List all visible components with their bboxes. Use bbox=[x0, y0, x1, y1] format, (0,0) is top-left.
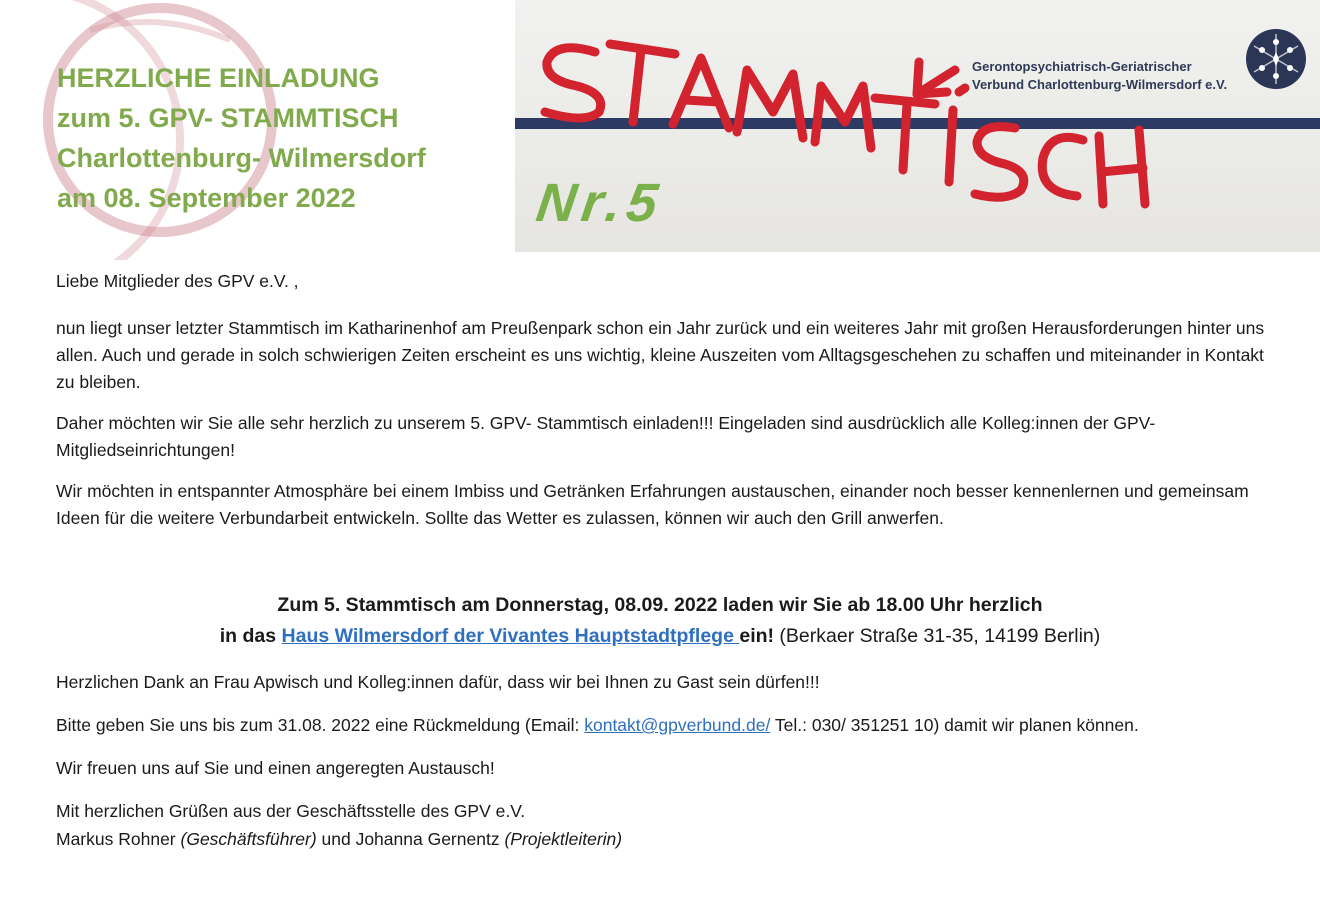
rsvp-suffix: Tel.: 030/ 351251 10) damit wir planen können. bbox=[770, 715, 1139, 735]
org-name-line-1: Gerontopsychiatrisch-Geriatrischer bbox=[972, 59, 1192, 74]
rsvp-text bbox=[56, 711, 1286, 739]
letter-closing bbox=[56, 668, 1286, 853]
letter-body bbox=[56, 268, 1286, 546]
invitation-headline bbox=[57, 58, 497, 218]
venue-link[interactable]: Haus Wilmersdorf der Vivantes Hauptstadtpflege bbox=[281, 625, 740, 647]
stammtisch-photo bbox=[515, 0, 1320, 252]
greeting: Liebe Mitglieder des GPV e.V. , bbox=[56, 271, 299, 291]
thanks-text: Herzlichen Dank an Frau Apwisch und Kolleg:innen dafür, dass wir bei Ihnen zu Gast sein dürfen!!! bbox=[56, 672, 820, 692]
headline-line-2: zum 5. GPV- STAMMTISCH bbox=[57, 103, 399, 133]
closing-line: Wir freuen uns auf Sie und einen angeregten Austausch! bbox=[56, 758, 495, 778]
event-announcement bbox=[0, 590, 1320, 652]
signer-2-role: (Projektleiterin) bbox=[504, 829, 623, 849]
venue-address: (Berkaer Straße 31-35, 14199 Berlin) bbox=[774, 625, 1101, 647]
signer-1-name: Markus Rohner bbox=[56, 829, 181, 849]
signature-conjunction: und Johanna Gernentz bbox=[316, 829, 505, 849]
paragraph-2: Daher möchten wir Sie alle sehr herzlich zu unserem 5. GPV- Stammtisch einladen!!! Eingeladen sind ausdrücklich alle Kolleg:innen der GPV- Mitgliedseinrichtungen! bbox=[56, 413, 1156, 460]
announcement-suffix: ein! bbox=[739, 625, 775, 647]
paragraph-1: nun liegt unser letzter Stammtisch im Katharinenhof am Preußenpark schon ein Jahr zurück und ein weiteres Jahr mit großen Herausforderungen hinter uns allen. Auch und gerade in solch schwierigen Zeiten erscheint es uns wichtig, kleine Auszeiten vom Alltagsgeschehen zu schaffen und miteinander in Kontakt zu bleiben. bbox=[56, 318, 1265, 392]
headline-line-3: Charlottenburg- Wilmersdorf bbox=[57, 143, 426, 173]
signer-1-role: (Geschäftsführer) bbox=[180, 829, 317, 849]
org-name-line-2: Verbund Charlottenburg-Wilmersdorf e.V. bbox=[972, 77, 1228, 92]
announcement-prefix: in das bbox=[219, 625, 282, 647]
issue-number: Nr.5 bbox=[532, 173, 668, 233]
org-name bbox=[972, 58, 1227, 94]
announcement-line-2 bbox=[0, 621, 1320, 652]
gpv-logo-icon bbox=[1245, 28, 1307, 90]
paragraph-3: Wir möchten in entspannter Atmosphäre bei einem Imbiss und Getränken Erfahrungen austauschen, einander noch besser kennenlernen und gemeinsam Ideen für die weitere Verbundarbeit entwickeln. Sollte das Wetter es zulassen, können wir auch den Grill anwerfen. bbox=[56, 481, 1249, 528]
rsvp-prefix: Bitte geben Sie uns bis zum 31.08. 2022 eine Rückmeldung (Email: bbox=[56, 715, 585, 735]
email-link[interactable]: kontakt@gpverbund.de/ bbox=[584, 715, 771, 735]
announcement-line-1: Zum 5. Stammtisch am Donnerstag, 08.09. 2022 laden wir Sie ab 18.00 Uhr herzlich bbox=[277, 594, 1043, 616]
signature-line bbox=[56, 825, 1286, 853]
headline-line-4: am 08. September 2022 bbox=[57, 183, 356, 213]
regards-line: Mit herzlichen Grüßen aus der Geschäftsstelle des GPV e.V. bbox=[56, 801, 526, 821]
headline-line-1: HERZLICHE EINLADUNG bbox=[57, 63, 380, 93]
